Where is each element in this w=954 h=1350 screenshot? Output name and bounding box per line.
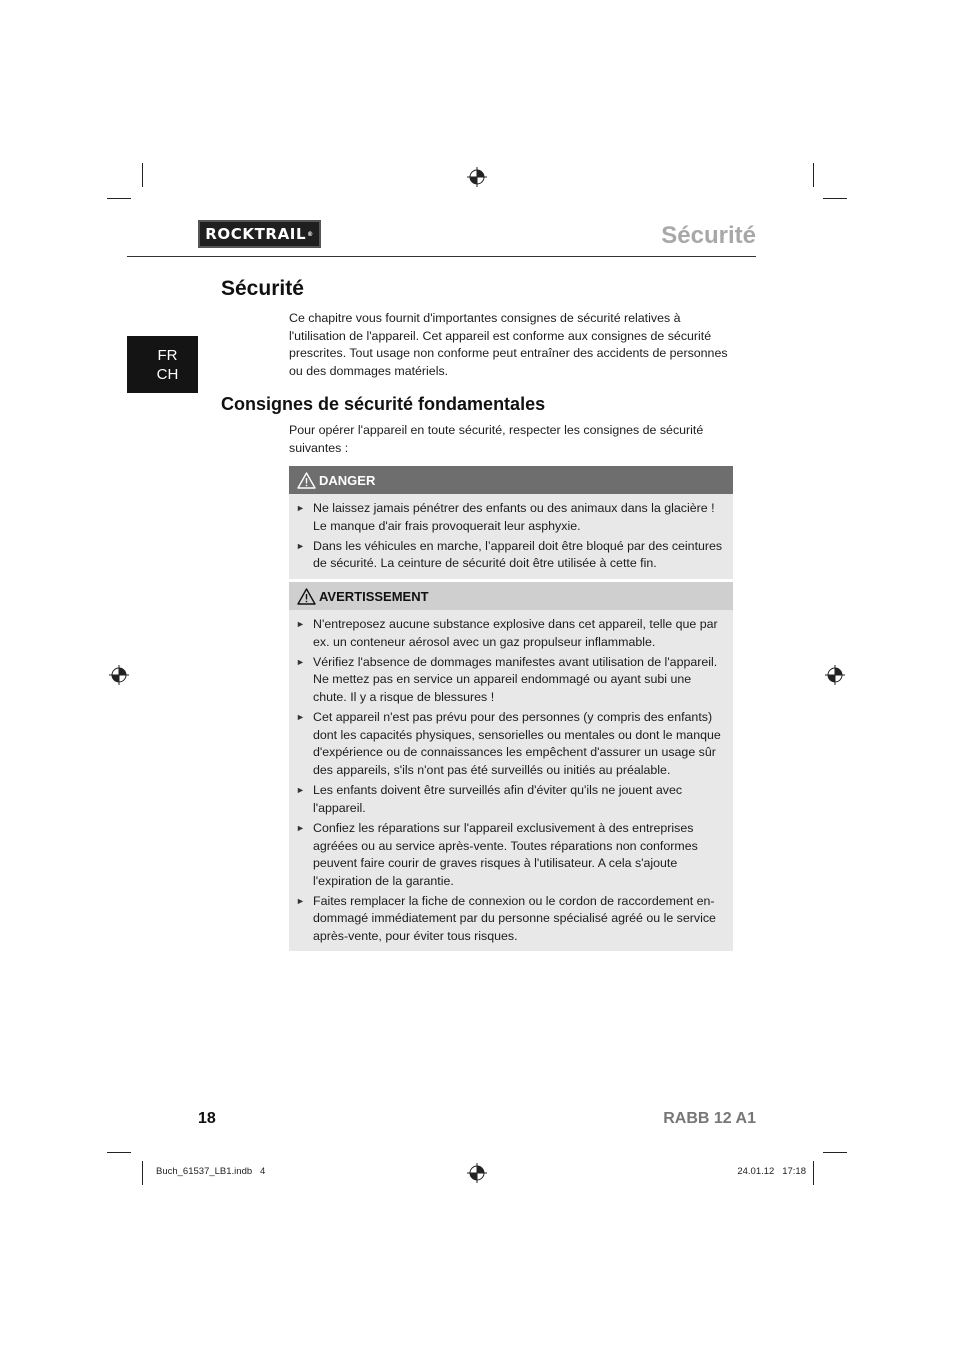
crop-mark bbox=[823, 198, 847, 199]
danger-list bbox=[289, 494, 733, 579]
registration-mark-icon bbox=[109, 665, 129, 685]
bullet-arrow-icon: ► bbox=[296, 822, 305, 833]
section-intro: Ce chapitre vous fournit d'importantes consignes de sécurité relatives à l'utilisation de l'appareil. Cet appareil est conforme aux consignes de sécurité prescrites. Tout usage non conforme peut entraîner des accidents de personnes ou des dommages matériels. bbox=[289, 311, 728, 378]
crop-mark bbox=[107, 1152, 131, 1153]
crop-mark bbox=[142, 1161, 143, 1185]
warning-triangle-icon bbox=[297, 472, 316, 489]
danger-box bbox=[289, 466, 733, 579]
subsection-title: Consignes de sécurité fondamentales bbox=[221, 394, 546, 414]
model-name: RABB 12 A1 bbox=[663, 1110, 756, 1127]
list-item: ► Faites remplacer la fiche de connexion ou le cordon de raccordement en-dommagé immédiatement par du personne spécialisé agréé ou le service après-vente, pour éviter tous risques. bbox=[296, 893, 716, 944]
list-item: ► N'entreposez aucune substance explosive dans cet appareil, telle que par ex. un conteneur aérosol avec un gaz propulseur inflammable. bbox=[296, 617, 718, 649]
warning-triangle-icon bbox=[297, 588, 316, 605]
brand-registered-mark: ® bbox=[307, 230, 314, 238]
crop-mark bbox=[813, 163, 814, 187]
print-slug-file: Buch_61537_LB1.indb 4 bbox=[156, 1166, 266, 1177]
list-item: ► Ne laissez jamais pénétrer des enfants ou des animaux dans la glacière ! Le manque d'air frais provoquerait leur asphyxie. bbox=[296, 501, 715, 533]
brand-logo bbox=[198, 220, 321, 248]
crop-mark bbox=[823, 1152, 847, 1153]
header-divider bbox=[127, 256, 756, 257]
list-item: ► Cet appareil n'est pas prévu pour des personnes (y compris des enfants) dont les capacités physiques, sensorielles ou mentales ou dont le manque d'expérience ou de connaissances les empêchent d'assurer un usage sûr des appareils, s'ils n'ont pas été surveillés ou initiés au préalable. bbox=[296, 710, 721, 777]
list-item: ► Vérifiez l'absence de dommages manifestes avant utilisation de l'appareil. Ne mettez pas en service un appareil endommagé ou ayant subi une chute. Il y a risque de blessures ! bbox=[296, 654, 718, 704]
warning-box bbox=[289, 582, 733, 951]
section-title: Sécurité bbox=[221, 277, 304, 300]
language-tab bbox=[127, 336, 198, 393]
registration-mark-icon bbox=[825, 665, 845, 685]
bullet-arrow-icon: ► bbox=[296, 712, 305, 723]
language-code: FR bbox=[157, 346, 178, 364]
danger-label: DANGER bbox=[319, 472, 376, 488]
list-item: ► Dans les véhicules en marche, l’appareil doit être bloqué par des ceintures de sécurité. La ceinture de sécurité doit être utilisée à cette fin. bbox=[296, 538, 723, 571]
bullet-arrow-icon: ► bbox=[296, 785, 305, 796]
subsection-intro: Pour opérer l'appareil en toute sécurité, respecter les consignes de sécurité suivantes : bbox=[289, 423, 704, 455]
danger-header bbox=[289, 466, 733, 494]
bullet-arrow-icon: ► bbox=[296, 619, 305, 629]
warning-label: AVERTISSEMENT bbox=[319, 588, 429, 604]
list-item: ► Les enfants doivent être surveillés afin d'éviter qu'ils ne jouent avec l'appareil. bbox=[296, 783, 683, 815]
bullet-arrow-icon: ► bbox=[296, 503, 305, 513]
country-code: CH bbox=[156, 365, 179, 383]
bullet-arrow-icon: ► bbox=[296, 656, 305, 667]
list-item: ► Confiez les réparations sur l'appareil exclusivement à des entreprises agréées ou au service après-vente. Toutes réparations non conformes peuvent faire courir de graves risques à l'utilisateur. A cela s'ajoute l'expiration de la garantie. bbox=[296, 820, 698, 888]
header-title: Sécurité bbox=[661, 222, 756, 249]
crop-mark bbox=[813, 1161, 814, 1185]
crop-mark bbox=[142, 163, 143, 187]
warning-list bbox=[289, 610, 733, 951]
bullet-arrow-icon: ► bbox=[296, 540, 305, 551]
page-number: 18 bbox=[198, 1110, 216, 1127]
brand-name: ROCKTRAIL bbox=[205, 225, 307, 243]
print-slug-date: 24.01.12 17:18 bbox=[737, 1166, 806, 1177]
registration-mark-icon bbox=[467, 1163, 487, 1183]
bullet-arrow-icon: ► bbox=[296, 895, 305, 906]
warning-header bbox=[289, 582, 733, 610]
registration-mark-icon bbox=[467, 167, 487, 187]
crop-mark bbox=[107, 198, 131, 199]
